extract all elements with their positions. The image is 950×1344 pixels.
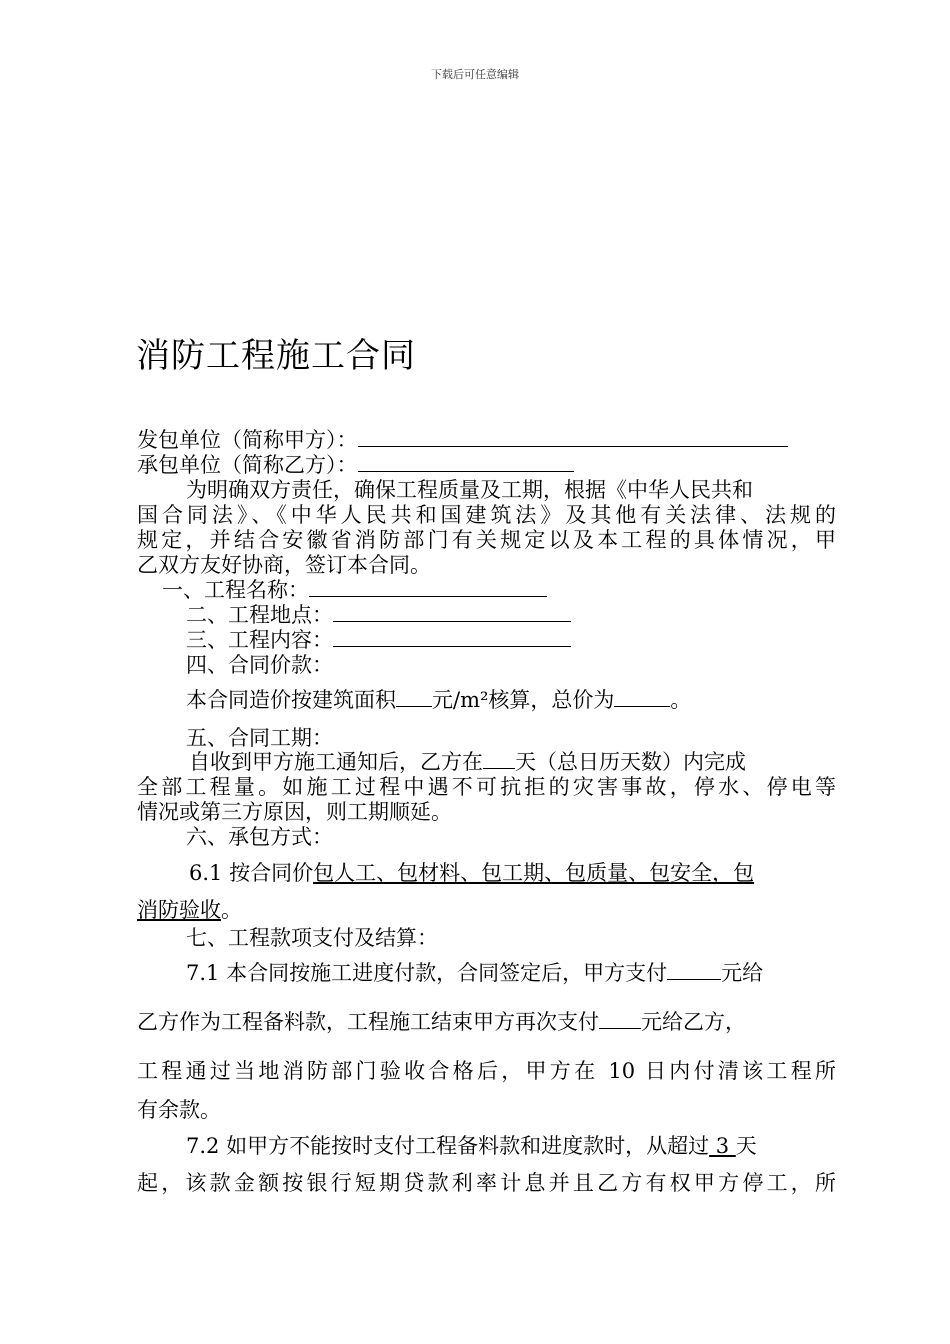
late-payment-line	[186, 1130, 757, 1160]
contract-mode-text: 6.1 按合同价	[189, 861, 314, 885]
section-contract-price: 四、合同价款：	[186, 653, 333, 677]
price-text: 元/m²核算，总价为	[432, 688, 615, 712]
contract-mode-underlined: 包人工、包材料、包工期、包质量、包安全，包	[313, 861, 755, 885]
unit-price-blank[interactable]	[396, 688, 432, 707]
intro-line: 乙双方友好协商，签订本合同。	[137, 553, 431, 577]
page-header-note: 下载后可任意编辑	[431, 68, 519, 81]
section-heading: 三、工程内容：	[186, 628, 333, 652]
project-location-blank[interactable]	[333, 603, 571, 622]
section-payment: 七、工程款项支付及结算：	[186, 926, 438, 950]
second-payment-blank[interactable]	[599, 1010, 641, 1029]
duration-text: 自收到甲方施工通知后，乙方在	[189, 750, 483, 774]
duration-text: 天（总日历天数）内完成	[515, 750, 746, 774]
total-price-blank[interactable]	[614, 688, 670, 707]
duration-days-blank[interactable]	[483, 750, 515, 769]
document-title: 消防工程施工合同	[136, 336, 416, 376]
payment-text: 7.1 本合同按施工进度付款，合同签定后，甲方支付	[186, 961, 668, 985]
late-payment-line: 起，该款金额按银行短期贷款利率计息并且乙方有权甲方停工，所	[137, 1171, 836, 1195]
payment-text: 乙方作为工程备料款，工程施工结束甲方再次支付	[137, 1010, 599, 1034]
party-a-blank[interactable]	[358, 428, 788, 447]
contract-mode-line	[137, 894, 242, 924]
late-payment-text: 7.2 如甲方不能按时支付工程备料款和进度款时，从超过	[186, 1134, 710, 1158]
prepayment-blank[interactable]	[667, 961, 721, 980]
party-b-label: 承包单位（简称乙方）：	[137, 453, 358, 477]
payment-text: 元给	[721, 961, 764, 985]
payment-text: 元给乙方，	[641, 1010, 746, 1034]
intro-line: 国合同法》、《中华人民共和国建筑法》及其他有关法律、法规的	[137, 503, 836, 527]
section-contract-mode: 六、承包方式：	[186, 825, 333, 849]
price-line	[186, 684, 691, 714]
payment-line	[137, 1006, 746, 1036]
project-content-blank[interactable]	[333, 628, 571, 647]
intro-line: 规定，并结合安徽省消防部门有关规定以及本工程的具体情况，甲	[137, 528, 836, 552]
intro-line: 为明确双方责任，确保工程质量及工期，根据《中华人民共和	[186, 478, 753, 502]
contract-mode-text: 。	[221, 898, 242, 922]
payment-line	[186, 957, 763, 987]
project-name-blank[interactable]	[309, 578, 547, 597]
party-b-blank[interactable]	[358, 453, 574, 472]
party-a-label: 发包单位（简称甲方）：	[137, 428, 358, 452]
duration-line: 情况或第三方原因，则工期顺延。	[137, 800, 452, 824]
late-payment-days: 3	[709, 1134, 736, 1158]
contract-mode-underlined: 消防验收	[137, 898, 221, 922]
contract-mode-line	[189, 857, 836, 887]
section-heading: 一、工程名称：	[162, 578, 309, 602]
duration-line: 全部工程量。如施工过程中遇不可抗拒的灾害事故，停水、停电等	[137, 775, 836, 799]
payment-line: 工程通过当地消防部门验收合格后，甲方在 10 日内付清该工程所	[137, 1059, 836, 1083]
section-duration: 五、合同工期：	[186, 726, 333, 750]
payment-line: 有余款。	[137, 1098, 221, 1122]
late-payment-text: 天	[735, 1134, 757, 1158]
price-text: 本合同造价按建筑面积	[186, 688, 396, 712]
section-heading: 二、工程地点：	[186, 603, 333, 627]
price-text: 。	[670, 688, 692, 712]
